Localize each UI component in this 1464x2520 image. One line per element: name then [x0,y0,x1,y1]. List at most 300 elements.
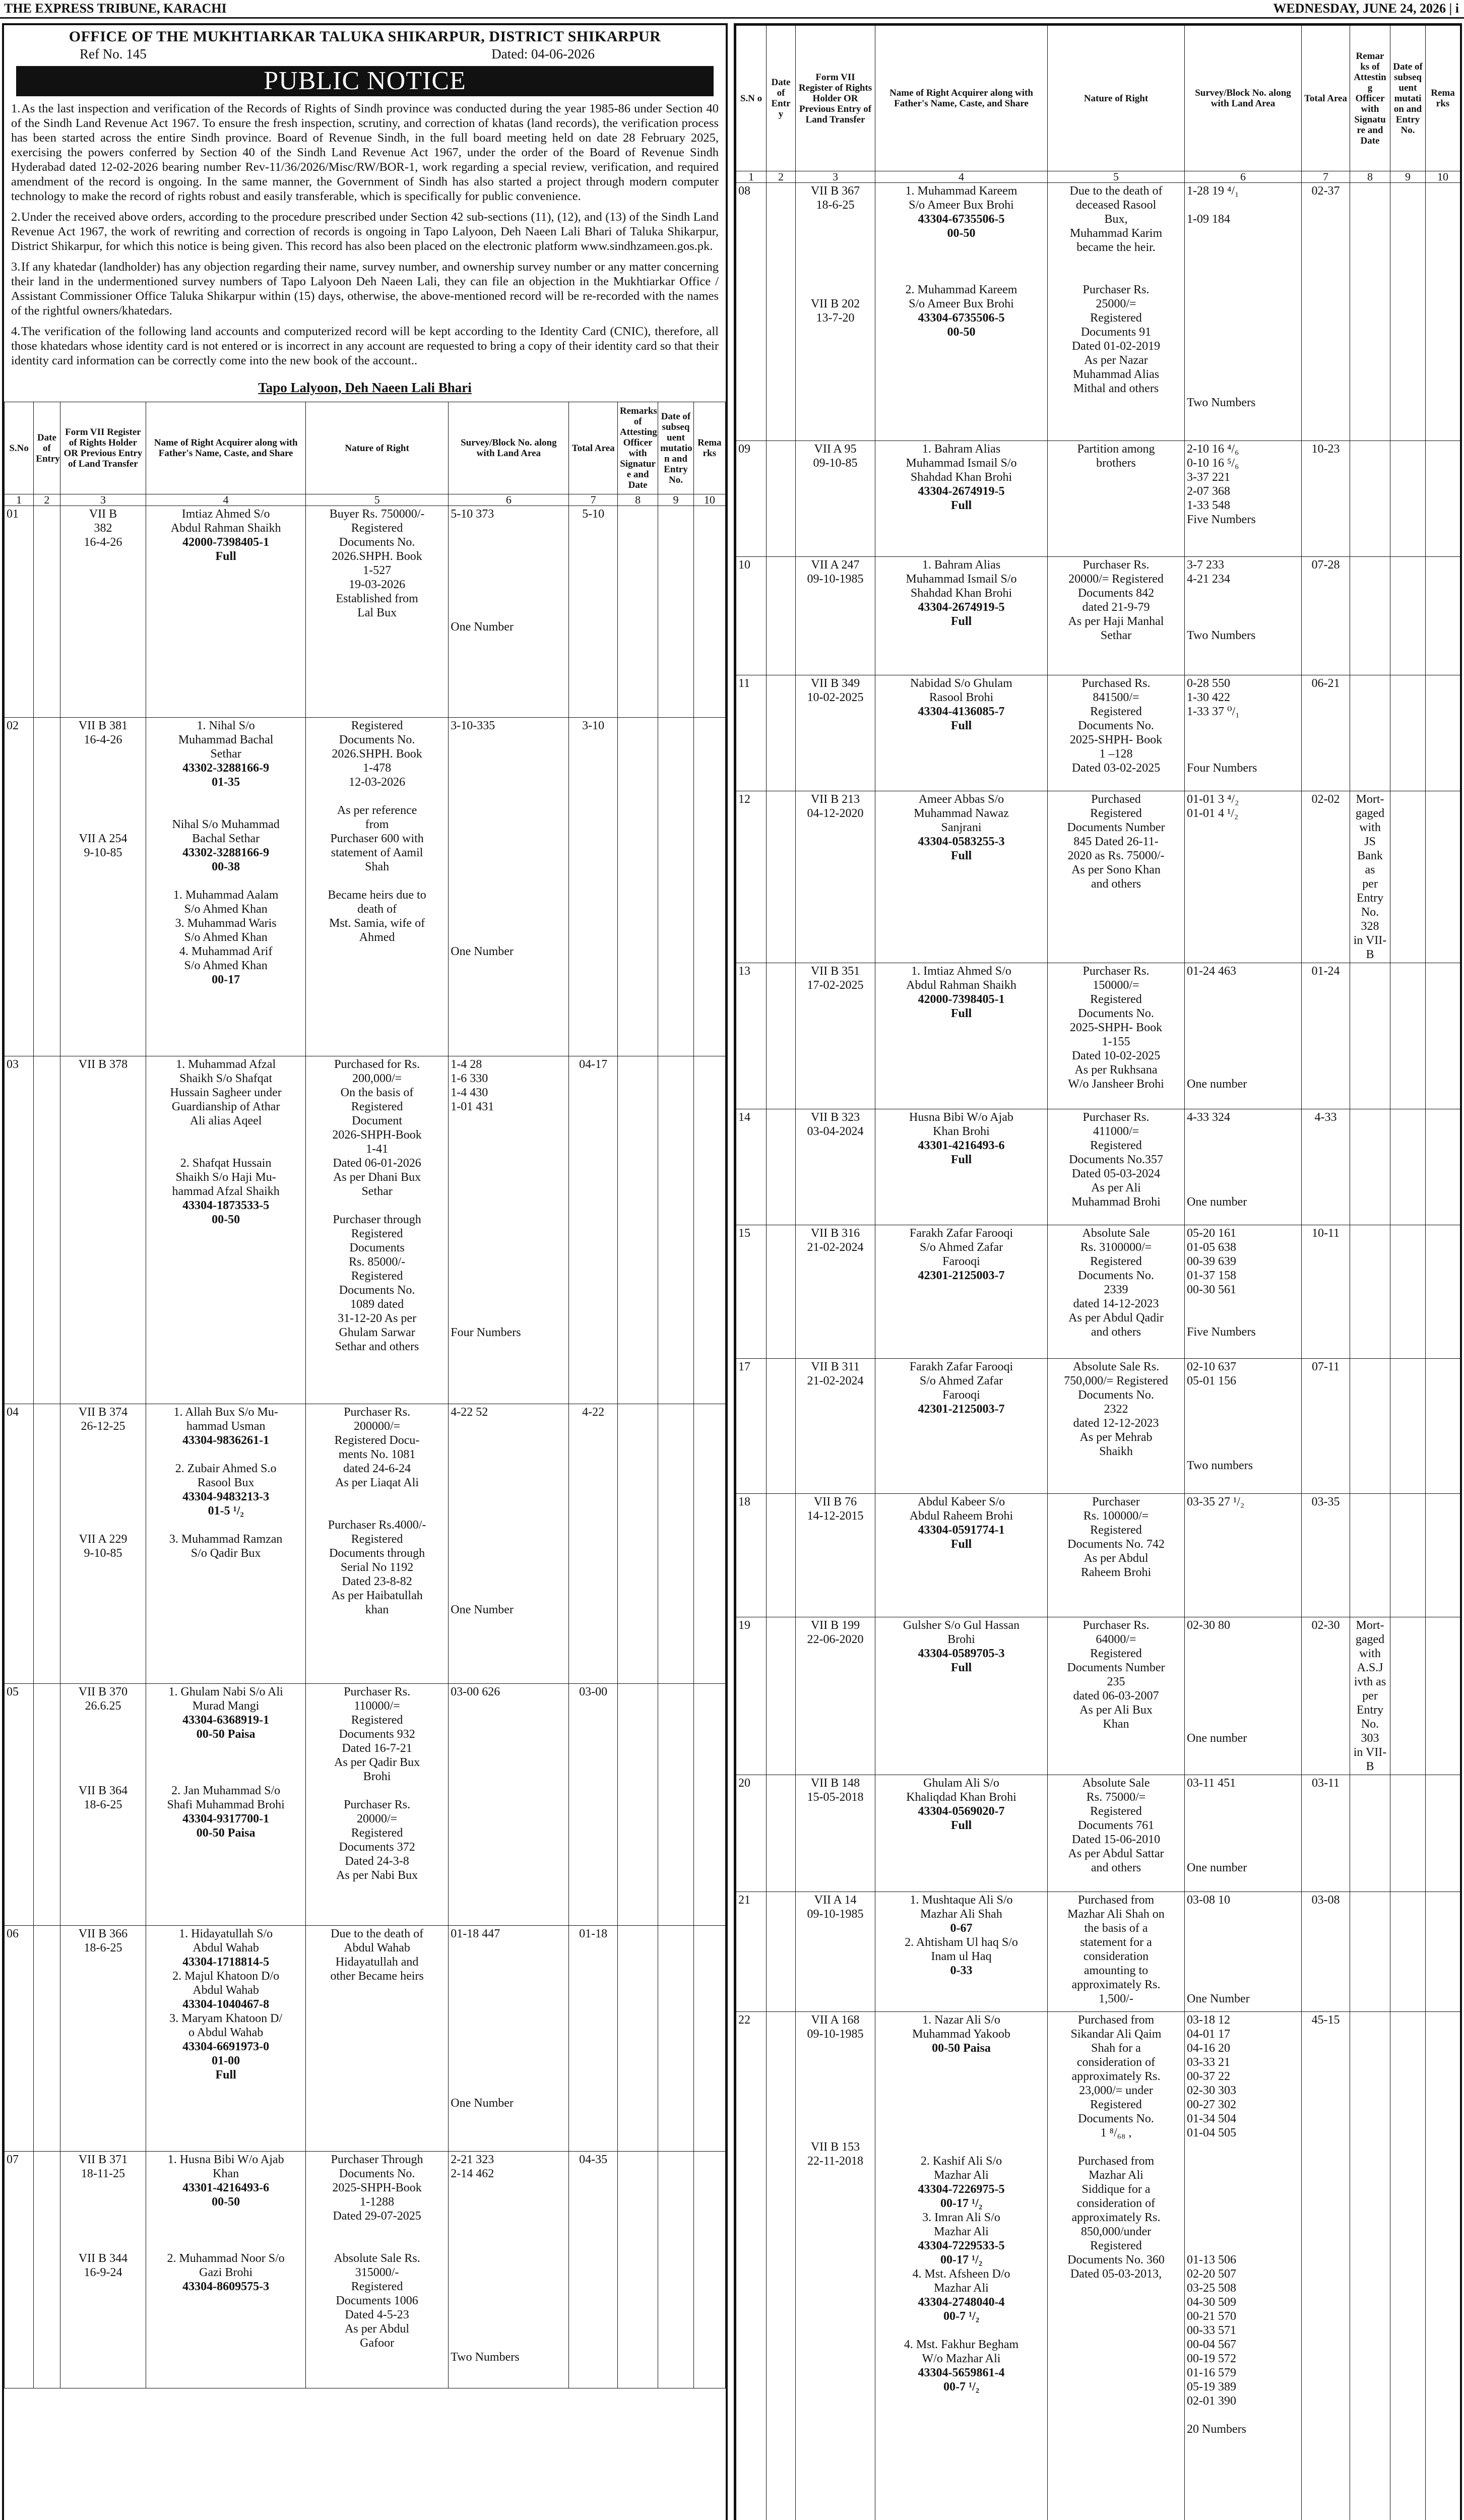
nature-of-right: Purchaser Through Documents No. 2025-SHPH-Book 1-1288 Dated 29-07-2025 Absolute Sale Rs. 315000/- Registered Documents 1006 Dated 4-5-23 As per Abdul Gafoor [305,2152,448,2388]
column-index: 3 [60,494,146,506]
remarks [693,1684,725,1926]
serial-number: 04 [5,1404,34,1684]
column-index: 2 [34,494,60,506]
remarks [1426,1109,1460,1225]
column-index: 7 [569,494,617,506]
remarks [1426,791,1460,963]
serial-number: 02 [5,718,34,1056]
serial-number: 09 [736,441,767,557]
right-acquirer [875,2012,1048,2520]
serial-number: 12 [736,791,767,963]
form-vii-entry: VII B 323 03-04-2024 [796,1109,875,1225]
acquirer-cnic-share: 42000-7398405-1 Full [918,993,1005,1020]
acquirer-name: 2. Ahtisham Ul haq S/o Inam ul Haq [905,1936,1018,1963]
form-vii-entry: VII B 382 16-4-26 [60,506,146,718]
acquirer-name: 3. Imran Ali S/o Mazhar Ali [922,2211,1000,2238]
column-index: 6 [449,494,569,506]
remarks [1426,1892,1460,2012]
form-vii-entry: VII B 367 18-6-25 VII B 202 13-7-20 [796,183,875,441]
table-row [5,1404,726,1684]
table-row [736,1494,1460,1617]
acquirer-name: Gulsher S/o Gul Hassan Brohi [903,1619,1020,1646]
remarks [1426,2012,1460,2520]
column-index: 9 [658,494,693,506]
notice-paragraph [11,101,719,204]
subsequent-mutation [658,2152,693,2388]
subsequent-mutation [658,1926,693,2152]
subsequent-mutation [1390,1892,1426,2012]
nature-of-right: Purchased Registered Documents Number 845 Dated 26-11- 2020 as Rs. 75000/- As per Sono Khan and others [1048,791,1185,963]
subsequent-mutation [1390,441,1426,557]
column-index: 9 [1390,171,1426,183]
total-area: 03-08 [1302,1892,1350,2012]
total-area: 02-37 [1302,183,1350,441]
acquirer-name: 2. Jan Muhammad S/o Shafi Muhammad Brohi [167,1784,285,1811]
paragraph-text: If any khatedar (landholder) has any objection regarding their name, survey number, and ownership survey number or any matter concerning their land in the undermentioned survey numbers of Tapo Lalyoon Deh Naeen Lali, they can file an objection in the Mukhtiarkar Office / Assistant Commissioner Office Taluka Shikarpur within (15) days, otherwise, the above-mentioned record will be re-recorded with the names of the rightful owners/khatedars. [11,260,719,318]
table-row [736,557,1460,675]
total-area: 02-30 [1302,1617,1350,1775]
date-of-entry [767,557,796,675]
attesting-remarks [1350,1494,1390,1617]
table-row [5,718,726,1056]
column-index: 10 [1426,171,1460,183]
subsequent-mutation [658,718,693,1056]
total-area: 07-11 [1302,1359,1350,1494]
serial-number: 07 [5,2152,34,2388]
acquirer-cnic-share: 0-33 [950,1964,973,1977]
attesting-remarks [1350,1892,1390,2012]
form-vii-entry: VII A 247 09-10-1985 [796,557,875,675]
column-index: 8 [617,494,658,506]
acquirer-cnic-share: 43304-0569020-7 Full [918,1805,1005,1832]
serial-number: 14 [736,1109,767,1225]
date-of-entry [767,1109,796,1225]
acquirer-name: 1. Muhammad Kareem S/o Ameer Bux Brohi [905,184,1017,212]
right-acquirer [875,183,1048,441]
acquirer-cnic-share: 43304-9483213-3 01-5 ¹/₂ [182,1490,270,1518]
column-header: S.N o [736,26,767,171]
table-row [736,791,1460,963]
acquirer-cnic-share: 43304-7229533-5 00-17 ¹/₂ [918,2239,1005,2266]
newspaper-name: THE EXPRESS TRIBUNE, KARACHI [4,1,227,16]
date-of-entry [767,963,796,1109]
acquirer-name: 2. Muhammad Kareem S/o Ameer Bux Brohi [905,283,1017,310]
acquirer-cnic-share: 43304-2674919-5 Full [918,601,1005,628]
remarks [1426,183,1460,441]
nature-of-right: Partition among brothers [1048,441,1185,557]
acquirer-name: 1. Allah Bux S/o Mu- hammad Usman [173,1406,278,1433]
survey-block-area: 1-4 28 1-6 330 1-4 430 1-01 431 Four Numbers [449,1056,569,1404]
date-of-entry [767,675,796,791]
total-area: 10-11 [1302,1225,1350,1359]
subsequent-mutation [1390,1109,1426,1225]
total-area: 5-10 [569,506,617,718]
right-acquirer [875,1617,1048,1775]
acquirer-cnic-share: 43304-2748040-4 00-7 ¹/₂ [918,2296,1005,2323]
public-notice-banner: PUBLIC NOTICE [16,66,714,96]
acquirer-name: 1. Mushtaque Ali S/o Mazhar Ali Shah [910,1894,1013,1921]
nature-of-right: Purchaser Rs. 150000/= Registered Documents No. 2025-SHPH- Book 1-155 Dated 10-02-2025 As per Rukhsana W/o Jansheer Brohi [1048,963,1185,1109]
acquirer-cnic-share: 43304-5659861-4 00-7 ¹/₂ [918,2366,1005,2393]
column-header: Date of subseq uent mutati on and Entry No. [1390,26,1426,171]
acquirer-cnic-share: 43304-1040467-8 [182,1998,270,2011]
acquirer-name: 3. Maryam Khatoon D/ o Abdul Wahab [169,2012,283,2039]
date-of-entry [767,1617,796,1775]
attesting-remarks [1350,1359,1390,1494]
remarks [1426,557,1460,675]
column-header: Date of Entr y [767,26,796,171]
column-index: 1 [736,171,767,183]
remarks [693,1926,725,2152]
acquirer-name: Ameer Abbas S/o Muhammad Nawaz Sanjrani [914,793,1009,834]
total-area: 4-22 [569,1404,617,1684]
total-area: 04-17 [569,1056,617,1404]
table-row [5,1684,726,1926]
column-header: Form VII Register of Rights Holder OR Previous Entry of Land Transfer [796,26,875,171]
acquirer-cnic-share: 43302-3288166-9 01-35 [182,762,270,789]
remarks [1426,675,1460,791]
total-area: 02-02 [1302,791,1350,963]
paragraph-text: As the last inspection and verification of the Records of Rights of Sindh province was conducted during the year 1985-86 under Section 40 of the Sindh Land Revenue Act 1967. To ensure the fresh inspection, scrutiny, and correction of khatas (land records), the verification process has been started across the entire Sindh province. Board of Revenue Sindh, in the full board meeting held on date 28 February 2025, exercising the powers conferred by Section 40 of the Sindh Land Revenue Act 1967, under the order of the Board of Revenue Sindh Hyderabad dated 12-02-2026 bearing number Rev-11/36/2026/Misc/RW/BOR-1, work regarding a special review, verification, and required amendment of the record is ongoing. In the same manner, the Government of Sindh has also started a project through modern computer technology to make the record of rights robust and easily transferable, which is specifically for public convenience. [11,102,719,203]
date-of-entry [767,2012,796,2520]
nature-of-right: Absolute Sale Rs. 750,000/= Registered Documents No. 2322 dated 12-12-2023 As per Mehrab Shaikh [1048,1359,1185,1494]
column-index: 7 [1302,171,1350,183]
total-area: 01-18 [569,1926,617,2152]
survey-block-area: 02-30 80 One number [1185,1617,1302,1775]
remarks [693,2152,725,2388]
acquirer-name: 1. Muhammad Aalam S/o Ahmed Khan 3. Muhammad Waris S/o Ahmed Khan 4. Muhammad Arif S/o Ahmed Khan [173,889,279,972]
date-of-entry [767,1225,796,1359]
paragraph-number: 4. [11,325,21,338]
right-acquirer [146,718,306,1056]
notice-paragraphs [4,96,726,368]
total-area: 3-10 [569,718,617,1056]
nature-of-right: Purchased for Rs. 200,000/= On the basis of Registered Document 2026-SHPH-Book 1-41 Dated 06-01-2026 As per Dhani Bux Sethar Purchaser through Registered Documents Rs. 85000/- Registered Documents No. 1089 dated 31-12-20 As per Ghulam Sarwar Sethar and others [305,1056,448,1404]
notice-left-column [2,23,728,2520]
paragraph-number: 2. [11,210,21,224]
acquirer-name: 1. Ghulam Nabi S/o Ali Murad Mangi [168,1685,283,1713]
right-acquirer [875,675,1048,791]
subsequent-mutation [1390,183,1426,441]
nature-of-right: Registered Documents No. 2026.SHPH. Book 1-478 12-03-2026 As per reference from Purchaser 600 with statement of Aamil Shah Became heirs due to death of Mst. Samia, wife of Ahmed [305,718,448,1056]
right-acquirer [875,963,1048,1109]
acquirer-cnic-share: 43302-3288166-9 00-38 [182,846,270,873]
right-acquirer [875,1892,1048,2012]
subsequent-mutation [658,1056,693,1404]
newspaper-masthead [0,0,1464,19]
table-row [736,1225,1460,1359]
serial-number: 19 [736,1617,767,1775]
remarks [1426,1775,1460,1892]
acquirer-cnic-share: 43301-4216493-6 Full [918,1139,1005,1166]
date-of-entry [767,791,796,963]
date-of-entry [34,1056,60,1404]
form-vii-entry: VII B 371 18-11-25 VII B 344 16-9-24 [60,2152,146,2388]
acquirer-cnic-share: 43304-7226975-5 00-17 ¹/₂ [918,2183,1005,2210]
acquirer-cnic-share: 43301-4216493-6 00-50 [182,2181,270,2209]
total-area: 45-15 [1302,2012,1350,2520]
total-area: 06-21 [1302,675,1350,791]
column-header: Survey/Block No. along with Land Area [449,402,569,494]
attesting-remarks [617,1684,658,1926]
right-acquirer [875,1494,1048,1617]
nature-of-right: Buyer Rs. 750000/- Registered Documents No. 2026.SHPH. Book 1-527 19-03-2026 Established from Lal Bux [305,506,448,718]
acquirer-name: 2. Majul Khatoon D/o Abdul Wahab [172,1970,280,1997]
acquirer-cnic-share: 43304-9317700-1 00-50 Paisa [182,1812,270,1840]
right-acquirer [146,2152,306,2388]
date-of-entry [34,2152,60,2388]
table-row [736,183,1460,441]
subsequent-mutation [658,1404,693,1684]
column-header: Total Area [1302,26,1350,171]
notice-paragraph [11,260,719,318]
header-row [736,26,1460,171]
serial-number: 05 [5,1684,34,1926]
attesting-remarks [617,506,658,718]
subsequent-mutation [1390,675,1426,791]
form-vii-entry: VII A 168 09-10-1985 VII B 153 22-11-2018 [796,2012,875,2520]
acquirer-cnic-share: 43304-6368919-1 00-50 Paisa [182,1714,270,1741]
survey-block-area: 4-22 52 One Number [449,1404,569,1684]
serial-number: 01 [5,506,34,718]
nature-of-right: Purchased from Mazhar Ali Shah on the basis of a statement for a consideration amounting to approximately Rs. 1,500/- [1048,1892,1185,2012]
form-vii-entry: VII B 351 17-02-2025 [796,963,875,1109]
acquirer-name: Imtiaz Ahmed S/o Abdul Rahman Shaikh [170,508,281,535]
attesting-remarks [1350,675,1390,791]
acquirer-name: 1. Husna Bibi W/o Ajab Khan [167,2153,284,2180]
date-of-entry [767,1892,796,2012]
serial-number: 06 [5,1926,34,2152]
survey-block-area: 01-24 463 One number [1185,963,1302,1109]
column-header: Name of Right Acquirer along with Father's Name, Caste, and Share [875,26,1048,171]
acquirer-name: 2. Kashif Ali S/o Mazhar Ali [920,2155,1002,2182]
right-acquirer [875,1775,1048,1892]
acquirer-name: 1. Imtiaz Ahmed S/o Abdul Rahman Shaikh [906,965,1016,992]
survey-block-area: 05-20 161 01-05 638 00-39 639 01-37 158 00-30 561 Five Numbers [1185,1225,1302,1359]
attesting-remarks: Mort- gaged with JS Bank as per Entry No. 328 in VII-B [1350,791,1390,963]
table-row [736,441,1460,557]
attesting-remarks [617,1056,658,1404]
column-header: Rema rks [1426,26,1460,171]
index-row [5,494,726,506]
acquirer-cnic-share: 43304-1718814-5 [182,1956,270,1969]
date-of-entry [34,718,60,1056]
total-area: 04-35 [569,2152,617,2388]
table-row [5,2152,726,2388]
survey-block-area: 03-35 27 ¹/₂ [1185,1494,1302,1617]
table-row [736,1359,1460,1494]
remarks [693,718,725,1056]
survey-block-area: 01-18 447 One Number [449,1926,569,2152]
notice-paragraph [11,210,719,254]
acquirer-name: 1. Bahram Alias Muhammad Ismail S/o Shahdad Khan Brohi [906,443,1017,484]
total-area: 03-00 [569,1684,617,1926]
column-index: 4 [146,494,306,506]
column-index: 4 [875,171,1048,183]
attesting-remarks [1350,183,1390,441]
survey-block-area: 03-00 626 [449,1684,569,1926]
location-subhead: Tapo Lalyoon, Deh Naeen Lali Bhari [258,380,472,395]
nature-of-right: Purchaser Rs. 411000/= Registered Documents No.357 Dated 05-03-2024 As per Ali Muhammad Brohi [1048,1109,1185,1225]
acquirer-cnic-share: 43304-4136085-7 Full [918,705,1005,732]
serial-number: 18 [736,1494,767,1617]
nature-of-right: Due to the death of deceased Rasool Bux, Muhammad Karim became the heir. Purchaser Rs. 25000/= Registered Documents 91 Dated 01-02-2019 As per Nazar Muhammad Alias Mithal and others [1048,183,1185,441]
subsequent-mutation [1390,557,1426,675]
nature-of-right: Purchaser Rs. 200000/= Registered Docu- ments No. 1081 dated 24-6-24 As per Liaqat Ali Purchaser Rs.4000/- Registered Documents through Serial No 1192 Dated 23-8-82 As per Haibatullah khan [305,1404,448,1684]
acquirer-name: 2. Muhammad Noor S/o Gazi Brohi [167,2252,285,2279]
acquirer-cnic-share: 43304-0591774-1 Full [918,1524,1005,1551]
subsequent-mutation [1390,2012,1426,2520]
attesting-remarks [617,718,658,1056]
serial-number: 03 [5,1056,34,1404]
acquirer-cnic-share: 00-50 Paisa [932,2042,991,2055]
acquirer-name: 1. Nihal S/o Muhammad Bachal Sethar [178,719,274,761]
column-header: Rema rks [693,402,725,494]
acquirer-name: 3. Muhammad Ramzan S/o Qadir Bux [169,1533,283,1560]
survey-block-area: 1-28 19 ⁴/₁ 1-09 184 Two Numbers [1185,183,1302,441]
survey-block-area: 03-18 12 04-01 17 04-16 20 03-33 21 00-37 22 02-30 303 00-27 302 01-34 504 01-04 505 01-13 506 02-20 507 03-25 508 04-30 509 00-21 570 00-33 571 00-04 567 00-19 572 01-16 579 05-19 389 02-01 390 20 Numbers [1185,2012,1302,2520]
right-acquirer [875,1359,1048,1494]
form-vii-entry: VII A 95 09-10-85 [796,441,875,557]
attesting-remarks [1350,441,1390,557]
attesting-remarks [1350,1775,1390,1892]
acquirer-name: Farakh Zafar Farooqi S/o Ahmed Zafar Farooqi [909,1227,1013,1268]
column-header: Survey/Block No. along with Land Area [1185,26,1302,171]
acquirer-cnic-share: 0-67 [950,1922,973,1935]
column-header: Date of subseq uent mutatio n and Entry No. [658,402,693,494]
notice-date: Dated: 04-06-2026 [491,46,595,61]
table-row [5,1926,726,2152]
total-area: 03-35 [1302,1494,1350,1617]
column-index: 2 [767,171,796,183]
nature-of-right: Absolute Sale Rs. 75000/= Registered Documents 761 Dated 15-06-2010 As per Abdul Sattar and others [1048,1775,1185,1892]
total-area: 4-33 [1302,1109,1350,1225]
ref-row [4,46,726,62]
form-vii-entry: VII A 14 09-10-1985 [796,1892,875,2012]
acquirer-name: 4. Mst. Afsheen D/o Mazhar Ali [912,2267,1010,2295]
total-area: 03-11 [1302,1775,1350,1892]
form-vii-entry: VII B 370 26.6.25 VII B 364 18-6-25 [60,1684,146,1926]
survey-block-area: 3-7 233 4-21 234 Two Numbers [1185,557,1302,675]
acquirer-name: Husna Bibi W/o Ajab Khan Brohi [909,1111,1013,1138]
nature-of-right: Absolute Sale Rs. 3100000/= Registered Documents No. 2339 dated 14-12-2023 As per Abdul Qadir and others [1048,1225,1185,1359]
notice-paragraph [11,324,719,368]
subsequent-mutation [1390,963,1426,1109]
serial-number: 08 [736,183,767,441]
form-vii-entry: VII B 213 04-12-2020 [796,791,875,963]
column-header: S.No [5,402,34,494]
column-index: 3 [796,171,875,183]
survey-block-area: 0-28 550 1-30 422 1-33 37 ⁰/₁ Four Numbers [1185,675,1302,791]
table-row [736,1109,1460,1225]
date-of-entry [34,506,60,718]
right-acquirer [146,506,306,718]
nature-of-right: Purchaser Rs. 64000/= Registered Documents Number 235 dated 06-03-2007 As per Ali Bux Khan [1048,1617,1185,1775]
form-vii-entry: VII B 349 10-02-2025 [796,675,875,791]
nature-of-right: Purchaser Rs. 20000/= Registered Documents 842 dated 21-9-79 As per Haji Manhal Sethar [1048,557,1185,675]
column-header: Remar ks of Attestin g Officer with Signatu re and Date [1350,26,1390,171]
acquirer-cnic-share: 43304-0589705-3 Full [918,1647,1005,1674]
table-row [736,1617,1460,1775]
form-vii-entry: VII B 366 18-6-25 [60,1926,146,2152]
right-acquirer [875,441,1048,557]
paragraph-text: Under the received above orders, according to the procedure prescribed under Section 42 sub-sections (11), (12), and (13) of the Sindh Land Revenue Act 1967, the work of rewriting and correction of records is ongoing in Tapo Lalyoon, Deh Naeen Lali Bhari of Taluka Shikarpur, District Shikarpur, for which this notice is being given. This record has also been placed on the electronic platform www.sindhzameen.gos.pk. [11,210,719,253]
notice-right-column [734,23,1462,2520]
column-index: 5 [1048,171,1185,183]
survey-block-area: 5-10 373 One Number [449,506,569,718]
acquirer-name: Ghulam Ali S/o Khaliqdad Khan Brohi [906,1777,1016,1804]
column-index: 5 [305,494,448,506]
acquirer-name: Farakh Zafar Farooqi S/o Ahmed Zafar Farooqi [909,1360,1013,1402]
total-area: 10-23 [1302,441,1350,557]
acquirer-cnic-share: 43304-6735506-5 00-50 [918,213,1005,240]
right-acquirer [146,1684,306,1926]
date-of-entry [767,1359,796,1494]
column-header: Name of Right Acquirer along with Father's Name, Caste, and Share [146,402,306,494]
column-header: Remarks of Attesting Officer with Signatur e and Date [617,402,658,494]
serial-number: 11 [736,675,767,791]
index-row [736,171,1460,183]
total-area: 01-24 [1302,963,1350,1109]
form-vii-entry: VII B 378 [60,1056,146,1404]
subsequent-mutation [1390,1359,1426,1494]
attesting-remarks [1350,1225,1390,1359]
acquirer-cnic-share: 42000-7398405-1 Full [182,536,270,563]
acquirer-cnic-share: 43304-2674919-5 Full [918,485,1005,512]
subsequent-mutation [658,1684,693,1926]
table-row [5,506,726,718]
acquirer-name: 1. Nazar Ali S/o Muhammad Yakoob [912,2013,1010,2041]
form-vii-entry: VII B 148 15-05-2018 [796,1775,875,1892]
survey-block-area: 03-08 10 One Number [1185,1892,1302,2012]
survey-block-area: 02-10 637 05-01 156 Two numbers [1185,1359,1302,1494]
column-index: 10 [693,494,725,506]
attesting-remarks [1350,557,1390,675]
form-vii-entry: VII B 199 22-06-2020 [796,1617,875,1775]
date-of-entry [767,441,796,557]
right-acquirer [875,557,1048,675]
survey-block-area: 03-11 451 One number [1185,1775,1302,1892]
acquirer-cnic-share: 43304-8609575-3 [182,2280,270,2293]
acquirer-name: 4. Mst. Fakhur Begham W/o Mazhar Ali [904,2338,1019,2365]
remarks [693,506,725,718]
right-acquirer [875,1109,1048,1225]
attesting-remarks [1350,1109,1390,1225]
serial-number: 13 [736,963,767,1109]
subsequent-mutation [658,506,693,718]
remarks [693,1056,725,1404]
date-of-entry [34,1404,60,1684]
column-header: Nature of Right [305,402,448,494]
date-of-entry [767,1775,796,1892]
remarks [1426,1617,1460,1775]
nature-of-right: Purchased Rs. 841500/= Registered Documents No. 2025-SHPH- Book 1 –128 Dated 03-02-2025 [1048,675,1185,791]
remarks [1426,963,1460,1109]
column-header: Nature of Right [1048,26,1185,171]
column-index: 8 [1350,171,1390,183]
subsequent-mutation [1390,1617,1426,1775]
date-of-entry [34,1926,60,2152]
acquirer-cnic-share: 43304-6735506-5 00-50 [918,311,1005,339]
acquirer-name: 1. Bahram Alias Muhammad Ismail S/o Shahdad Khan Brohi [906,558,1017,600]
office-title: OFFICE OF THE MUKHTIARKAR TALUKA SHIKARPUR, DISTRICT SHIKARPUR [69,28,661,45]
form-vii-entry: VII B 316 21-02-2024 [796,1225,875,1359]
serial-number: 17 [736,1359,767,1494]
serial-number: 15 [736,1225,767,1359]
serial-number: 10 [736,557,767,675]
serial-number: 22 [736,2012,767,2520]
form-vii-entry: VII B 374 26-12-25 VII A 229 9-10-85 [60,1404,146,1684]
